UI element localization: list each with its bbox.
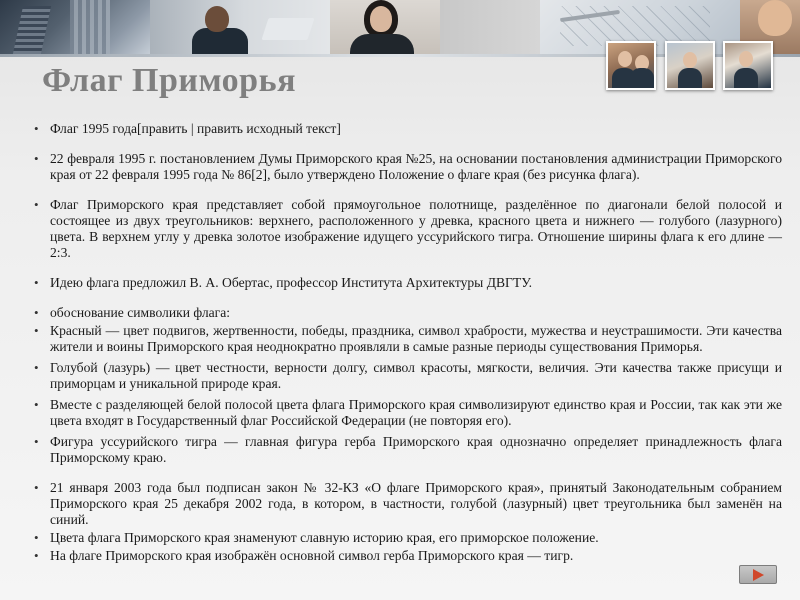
list-item: • Фигура уссурийского тигра — главная фигура герба Приморского края однозначно определяет принадлежность флага Приморскому краю.: [34, 434, 782, 466]
person-silhouette: [350, 34, 414, 54]
person-face: [370, 6, 392, 32]
person-face: [758, 0, 792, 36]
banner-background: [440, 0, 540, 54]
person-head: [618, 51, 632, 67]
person-silhouette: [630, 68, 654, 88]
thumbnail-photo-2: [665, 41, 715, 90]
arrow-right-icon: [753, 569, 764, 581]
list-item: • 21 января 2003 года был подписан закон № 32-КЗ «О флаге Приморского края», принятый Законодательным собранием Приморского края 25 декабря 2002 года, в котором, в частности, голубой (лазурный) цвет треугольника был заменён на синий.: [34, 480, 782, 528]
thumbnail-photo-1: [606, 41, 656, 90]
list-item: • Вместе с разделяющей белой полосой цвета флага Приморского края символизируют единство края и России, так как эти же цвета входят в Государственный флаг Российской Федерации (не повторяя его).: [34, 397, 782, 429]
slide-title: Флаг Приморья: [42, 62, 296, 99]
list-item: • На флаге Приморского края изображён основной символ герба Приморского края — тигр.: [34, 548, 782, 564]
person-head: [205, 6, 229, 32]
list-item: • Красный — цвет подвигов, жертвенности, победы, праздника, символ храбрости, мужества и неустрашимости. Эти качества жители и воины Приморского края неоднократно проявляли в самые разные периоды существования Приморья.: [34, 323, 782, 355]
laptop-shape: [261, 18, 314, 40]
person-head: [683, 52, 697, 68]
city-building-image: [0, 0, 150, 54]
person-silhouette: [734, 68, 758, 88]
person-head: [739, 51, 753, 67]
business-meeting-image: [150, 0, 360, 54]
person-silhouette: [192, 28, 248, 54]
list-item: • Идею флага предложил В. А. Обертас, профессор Института Архитектуры ДВГТУ.: [34, 275, 782, 291]
list-item: • Флаг Приморского края представляет собой прямоугольное полотнище, разделённое по диагонали белой полосой и состоящее из двух треугольников: верхнего, расположенного у древка, красного цвета и нижнего — голубого (лазурного) цвета. В верхнем углу у древка золотое изображение идущего уссурийского тигра. Отношение ширины флага к его длине — 2:3.: [34, 197, 782, 261]
list-item: • обоснование символики флага:: [34, 305, 782, 321]
list-item: • Флаг 1995 года[править | править исходный текст]: [34, 121, 782, 137]
next-slide-button[interactable]: [739, 565, 777, 584]
list-item: • Цвета флага Приморского края знаменуют славную историю края, его приморское положение.: [34, 530, 782, 546]
thumbnail-photo-3: [723, 41, 773, 90]
list-item: • 22 февраля 1995 г. постановлением Думы Приморского края №25, на основании постановления администрации Приморского края от 22 февраля 1995 года № 86[2], было утверждено Положение о флаге края (без рисунка флага).: [34, 151, 782, 183]
slide-content: [34, 121, 782, 564]
list-item: • Голубой (лазурь) — цвет честности, верности долгу, символ красоты, мягкости, величия. Эти качества также присущи и приморцам и уникальной природе края.: [34, 360, 782, 392]
person-silhouette: [678, 68, 702, 88]
